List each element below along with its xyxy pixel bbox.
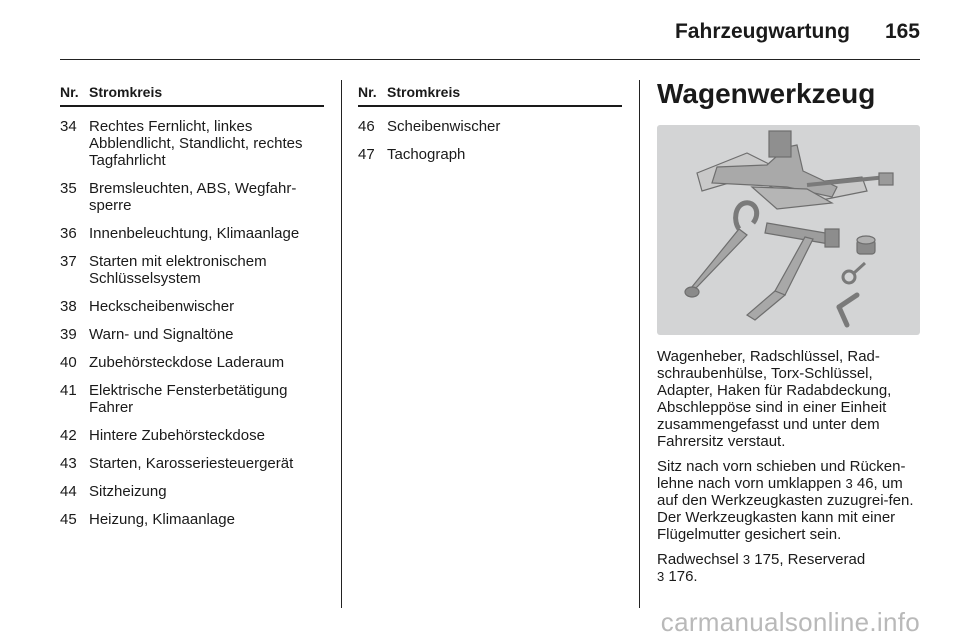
header-nr: Nr. xyxy=(60,84,79,100)
tools-access-instructions xyxy=(657,458,921,543)
section-title: Fahrzeugwartung xyxy=(674,20,850,43)
ref-page-1: 175, Reserverad xyxy=(754,551,866,568)
table-row xyxy=(60,354,324,371)
table-header xyxy=(358,80,622,107)
row-nr: 35 xyxy=(60,180,77,197)
page-number: 165 xyxy=(884,20,920,43)
table-row xyxy=(60,118,324,169)
row-circuit: Sitzheizung xyxy=(89,483,167,500)
table-row xyxy=(60,326,324,343)
page-header xyxy=(0,0,960,62)
car-tools-illustration-icon xyxy=(657,125,920,335)
fuse-table-right xyxy=(358,80,622,163)
ref-page-2: 176. xyxy=(668,568,698,585)
page-ref-icon: 3 xyxy=(742,552,751,567)
row-circuit: Starten, Karosseriesteuergerät xyxy=(89,455,294,472)
column-divider xyxy=(341,80,342,608)
table-row xyxy=(60,253,324,287)
row-circuit: Heizung, Klimaanlage xyxy=(89,511,235,528)
header-circuit: Stromkreis xyxy=(387,84,461,100)
table-body xyxy=(60,118,324,528)
section-heading: Wagenwerkzeug xyxy=(657,78,876,109)
row-circuit: Rechtes Fernlicht, linkes Abblendlicht, Standlicht, rechtes Tagfahrlicht xyxy=(89,118,303,169)
table-row xyxy=(60,511,324,528)
table-header xyxy=(60,80,324,107)
row-circuit: Elektrische Fensterbetätigung Fahrer xyxy=(89,382,288,416)
header-circuit: Stromkreis xyxy=(89,84,163,100)
row-nr: 39 xyxy=(60,326,77,343)
table-body xyxy=(358,118,622,163)
page-ref-icon: 3 xyxy=(845,476,853,491)
row-nr: 34 xyxy=(60,118,77,135)
row-nr: 44 xyxy=(60,483,77,500)
header-rule xyxy=(60,59,920,60)
row-circuit: Hintere Zubehörsteckdose xyxy=(89,427,265,444)
row-nr: 45 xyxy=(60,511,77,528)
table-row xyxy=(60,225,324,242)
table-row xyxy=(358,118,622,135)
row-circuit: Heckscheibenwischer xyxy=(89,298,235,315)
tools-description: Wagenheber, Radschlüssel, Rad-schraubenhülse, Torx-Schlüssel, Adapter, Haken für Radabdeckung, Abschleppöse sind in einer Einheit zusammengefasst und unter dem Fahrersitz verstaut. xyxy=(657,348,892,450)
instruction-text: Sitz nach vorn schieben und Rücken-lehne nach vorn umklappen xyxy=(657,458,906,492)
instruction-ref-text: 46, um auf den Werkzeugkasten zuzugrei-fen. Der Werkzeugkasten kann mit einer Flügelmutter gesichert sein. xyxy=(657,475,914,543)
row-circuit: Warn- und Signaltöne xyxy=(89,326,234,343)
row-nr: 46 xyxy=(358,118,375,135)
row-nr: 38 xyxy=(60,298,77,315)
page-ref-icon: 3 xyxy=(657,569,665,584)
tools-section xyxy=(657,80,921,585)
tools-cross-reference xyxy=(657,551,921,585)
row-nr: 42 xyxy=(60,427,77,444)
row-nr: 37 xyxy=(60,253,77,270)
fuse-table-left xyxy=(60,80,324,528)
row-nr: 36 xyxy=(60,225,77,242)
table-row xyxy=(60,382,324,416)
table-row xyxy=(60,298,324,315)
column-divider xyxy=(639,80,640,608)
header-nr: Nr. xyxy=(358,84,377,100)
table-row xyxy=(60,180,324,214)
row-circuit: Scheibenwischer xyxy=(387,118,501,135)
table-row xyxy=(60,427,324,444)
row-circuit: Innenbeleuchtung, Klimaanlage xyxy=(89,225,300,242)
watermark: carmanualsonline.info xyxy=(660,607,920,637)
row-circuit: Bremsleuchten, ABS, Wegfahr-sperre xyxy=(89,180,297,214)
table-row xyxy=(358,146,622,163)
row-circuit: Tachograph xyxy=(387,146,466,163)
table-row xyxy=(60,483,324,500)
row-nr: 41 xyxy=(60,382,77,399)
row-circuit: Starten mit elektronischem Schlüsselsystem xyxy=(89,253,267,287)
row-circuit: Zubehörsteckdose Laderaum xyxy=(89,354,285,371)
table-row xyxy=(60,455,324,472)
row-nr: 47 xyxy=(358,146,375,163)
row-nr: 43 xyxy=(60,455,77,472)
ref-label: Radwechsel xyxy=(657,551,739,568)
row-nr: 40 xyxy=(60,354,77,371)
